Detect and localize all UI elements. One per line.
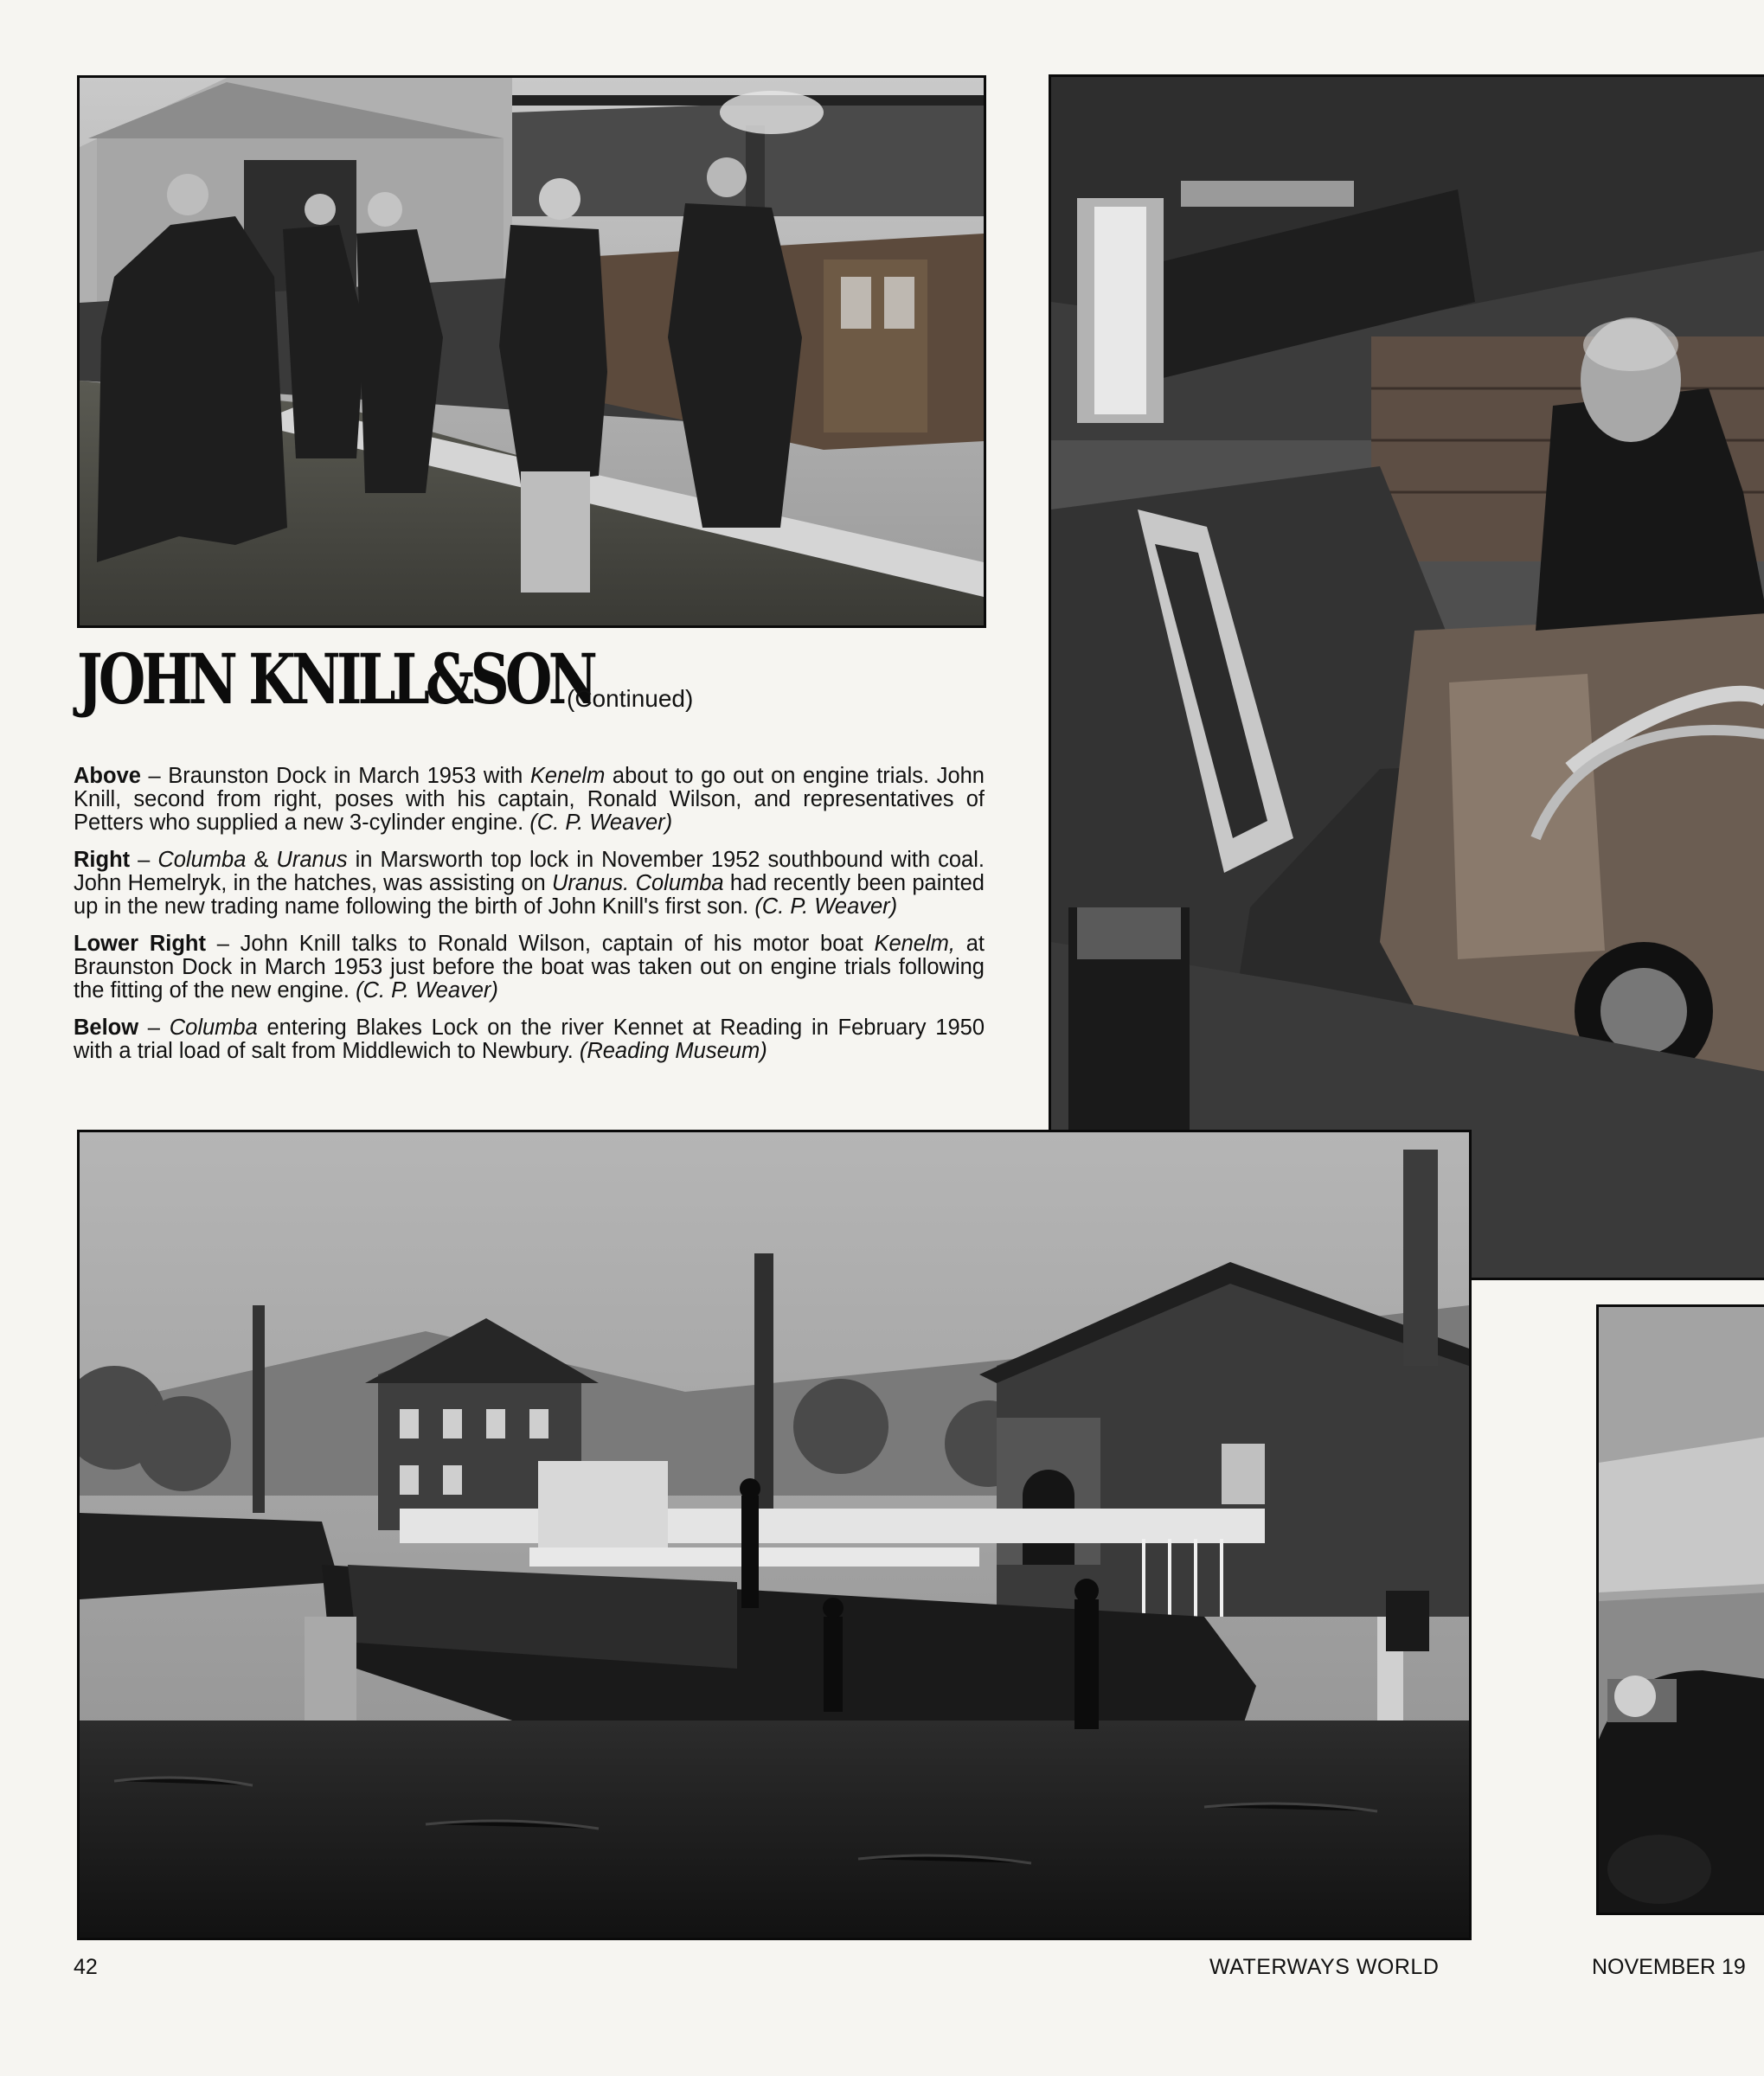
continued-label: (Continued) <box>567 685 694 712</box>
caption-italic-text: (C. P. Weaver) <box>754 894 898 919</box>
caption-italic-text: (C. P. Weaver) <box>529 811 673 835</box>
page-number: 42 <box>74 1955 98 1979</box>
caption-text <box>629 871 635 895</box>
caption-italic-text: Kenelm, <box>874 932 955 956</box>
caption-text: had recently been painted up in the new trading name following the birth of John Knill's first son. <box>74 871 985 919</box>
caption-italic-text: Kenelm <box>529 764 606 788</box>
caption-italic-text: Uranus <box>276 848 348 872</box>
magazine-name: WATERWAYS WORLD <box>1209 1955 1440 1979</box>
caption-text: – <box>130 848 158 872</box>
caption-italic-text: Uranus. <box>551 871 630 895</box>
caption-italic-text: (Reading Museum) <box>579 1039 767 1063</box>
caption-paragraph <box>74 932 985 1003</box>
photo-blakes-lock <box>77 1130 1472 1940</box>
article-heading <box>77 638 740 720</box>
caption-lead: Lower Right <box>74 932 206 956</box>
issue-date: NOVEMBER 19 <box>1592 1955 1746 1979</box>
caption-text: entering Blakes Lock on the river Kennet at Reading in February 1950 with a trial load of salt from Middlewich to Newbury. <box>74 1016 985 1063</box>
photo-braunston-dock-group <box>77 75 986 628</box>
caption-text: about to go out on engine trials. John Knill, second from right, poses with his captain, Ronald Wilson, and representatives of Petters who supplied a new 3-cylinder engine. <box>74 764 985 835</box>
photo-car-partial <box>1596 1304 1764 1915</box>
caption-lead: Above <box>74 764 141 788</box>
caption-text: at Braunston Dock in March 1953 just before the boat was taken out on engine trials following the fitting of the new engine. <box>74 932 985 1003</box>
caption-italic-text: Columba <box>157 848 247 872</box>
article-title: JOHN KNILL&SON <box>77 638 594 720</box>
caption-italic-text: Columba <box>169 1016 258 1040</box>
caption-paragraph <box>74 1016 985 1063</box>
photo-captions <box>74 765 985 1077</box>
caption-italic-text: (C. P. Weaver) <box>356 978 498 1003</box>
caption-paragraph <box>74 765 985 835</box>
caption-italic-text: Columba <box>635 871 724 895</box>
caption-text: & <box>246 848 277 872</box>
caption-text: – John Knill talks to Ronald Wilson, captain of his motor boat <box>206 932 875 956</box>
caption-text: in Marsworth top lock in November 1952 southbound with coal. John Hemelryk, in the hatches, was assisting on <box>74 848 985 895</box>
photo-marsworth-lock <box>1049 74 1764 1280</box>
caption-lead: Below <box>74 1016 139 1040</box>
caption-paragraph <box>74 849 985 919</box>
caption-lead: Right <box>74 848 131 872</box>
caption-text: – <box>138 1016 170 1040</box>
caption-text: – Braunston Dock in March 1953 with <box>140 764 530 788</box>
